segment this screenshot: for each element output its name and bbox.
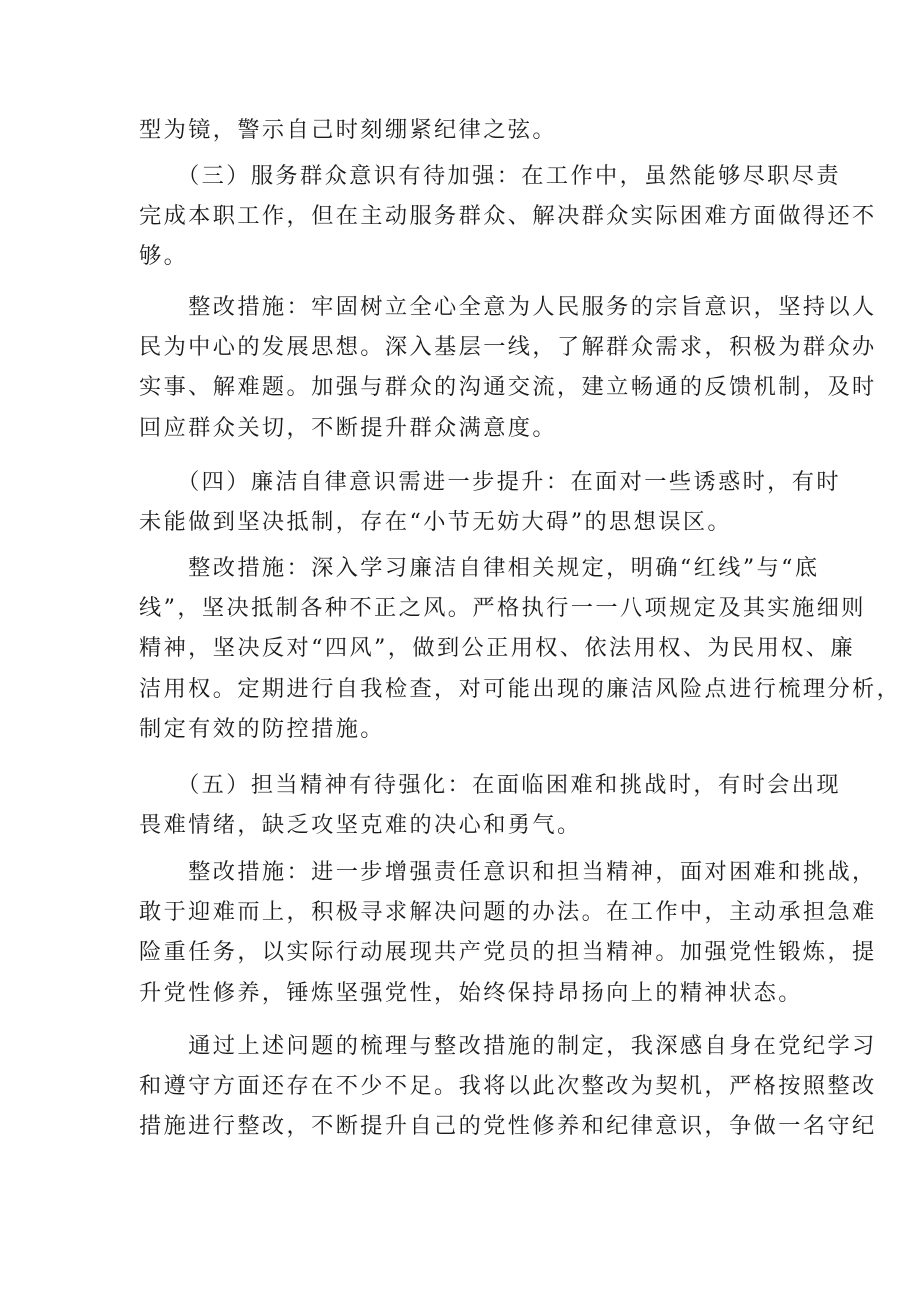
- paragraph-issue-three: [139, 156, 877, 277]
- text-line: 回应群众关切，不断提升群众满意度。: [139, 414, 557, 441]
- text-line: 型为镜，警示自己时刻绷紧纪律之弦。: [139, 117, 557, 143]
- text-line: 线”，坚决抵制各种不正之风。严格执行一一八项规定及其实施细则: [139, 595, 866, 622]
- text-line: 通过上述问题的梳理与整改措施的制定，我深感自身在党纪学习: [139, 1033, 877, 1059]
- text-line: （三）服务群众意识有待加强：在工作中，虽然能够尽职尽责: [139, 163, 841, 189]
- text-line: （四）廉洁自律意识需进一步提升：在面对一些诱惑时，有时: [139, 469, 841, 495]
- text-line: 未能做到坚决抵制，存在“小节无妨大碍”的思想误区。: [139, 509, 732, 536]
- paragraph-issue-four: [139, 462, 841, 542]
- text-line: 措施进行整改，不断提升自己的党性修养和纪律意识，争做一名守纪: [139, 1113, 877, 1140]
- paragraph-issue-five: [139, 765, 841, 845]
- text-line: 整改措施：进一步增强责任意识和担当精神，面对困难和挑战，: [139, 859, 877, 885]
- text-line: 整改措施：牢固树立全心全意为人民服务的宗旨意识，坚持以人: [139, 294, 877, 320]
- text-line: 制定有效的防控措施。: [139, 715, 385, 742]
- paragraph-measures-five: [139, 852, 877, 1013]
- text-line: 升党性修养，锤炼坚强党性，始终保持昂扬向上的精神状态。: [139, 979, 803, 1006]
- text-line: （五）担当精神有待强化：在面临困难和挑战时，有时会出现: [139, 772, 841, 798]
- text-line: 够。: [139, 243, 189, 270]
- paragraph-measures-four: [139, 548, 902, 749]
- text-line: 洁用权。定期进行自我检查，对可能出现的廉洁风险点进行梳理分析，: [139, 675, 902, 702]
- text-line: 完成本职工作，但在主动服务群众、解决群众实际困难方面做得还不: [139, 203, 877, 230]
- text-line: 畏难情绪，缺乏攻坚克难的决心和勇气。: [139, 812, 582, 839]
- text-line: 整改措施：深入学习廉洁自律相关规定，明确“红线”与“底: [139, 555, 820, 581]
- text-line: 敢于迎难而上，积极寻求解决问题的办法。在工作中，主动承担急难: [139, 899, 877, 926]
- text-line: 民为中心的发展思想。深入基层一线，了解群众需求，积极为群众办: [139, 334, 877, 361]
- paragraph-continuation: [139, 110, 787, 150]
- text-line: 实事、解难题。加强与群众的沟通交流，建立畅通的反馈机制，及时: [139, 374, 877, 401]
- text-line: 险重任务，以实际行动展现共产党员的担当精神。加强党性锻炼，提: [139, 939, 877, 966]
- paragraph-measures-three: [139, 287, 877, 448]
- text-line: 和遵守方面还存在不少不足。我将以此次整改为契机，严格按照整改: [139, 1073, 877, 1100]
- paragraph-conclusion: [139, 1026, 877, 1147]
- text-line: 精神，坚决反对“四风”，做到公正用权、依法用权、为民用权、廉: [139, 635, 855, 662]
